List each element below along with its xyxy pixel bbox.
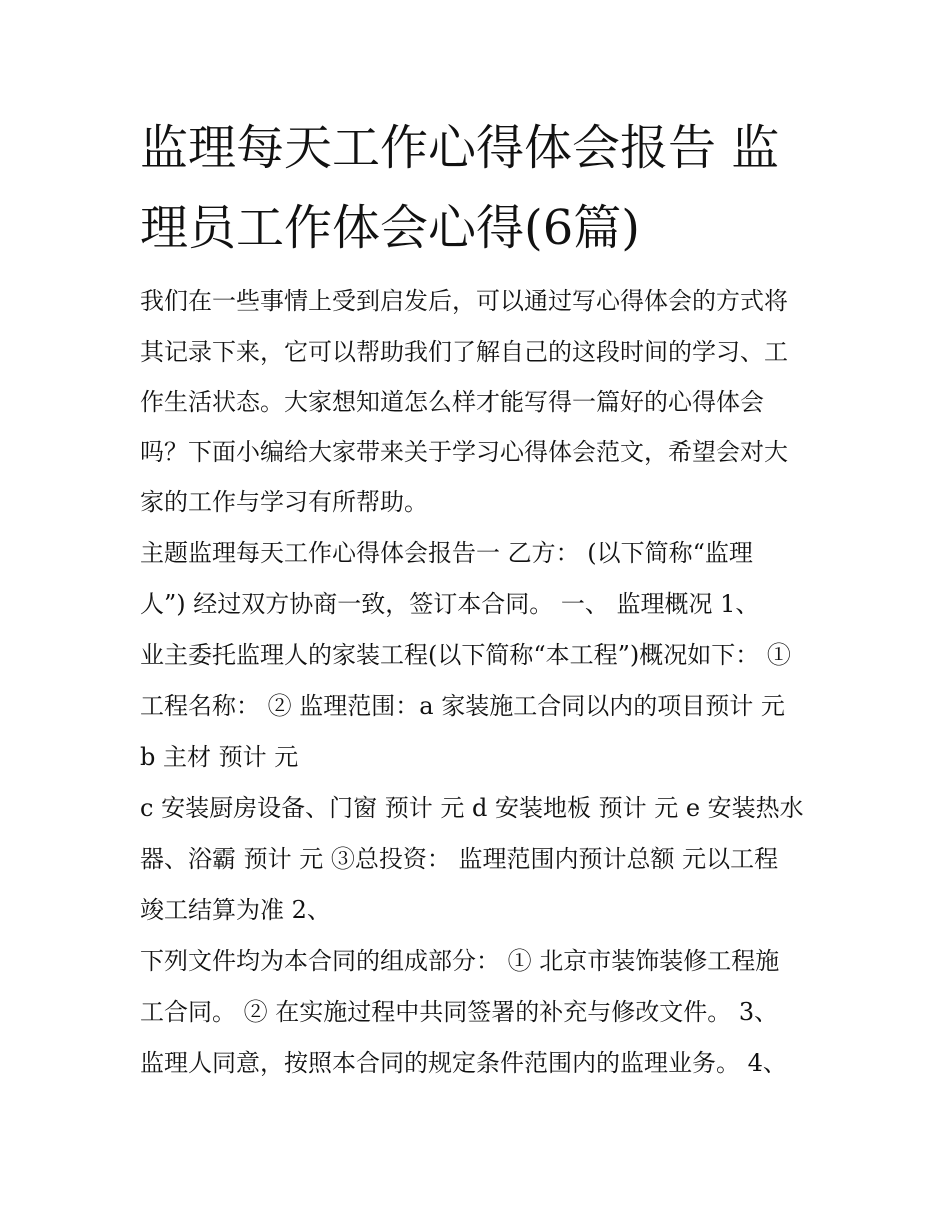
body-line: 下列文件均为本合同的组成部分： ① 北京市装饰装修工程施 xyxy=(140,947,780,975)
body-line: 监理人同意，按照本合同的规定条件范围内的监理业务。 4、 xyxy=(140,1049,787,1077)
body-line: 工合同。 ② 在实施过程中共同签署的补充与修改文件。 3、 xyxy=(140,998,779,1026)
body-line: 作生活状态。大家想知道怎么样才能写得一篇好的心得体会 xyxy=(140,388,764,416)
body-line: 人”) 经过双方协商一致，签订本合同。 一、 监理概况 1、 xyxy=(140,590,760,618)
body-line: 我们在一些事情上受到启发后，可以通过写心得体会的方式将 xyxy=(140,287,788,315)
body-line: 其记录下来，它可以帮助我们了解自己的这段时间的学习、工 xyxy=(140,338,788,366)
body-line: 业主委托监理人的家装工程(以下简称“本工程”)概况如下： ① xyxy=(140,641,791,669)
body-line: 工程名称： ② 监理范围：a 家装施工合同以内的项目预计 元 xyxy=(140,692,785,720)
body-line: 竣工结算为准 2、 xyxy=(140,896,331,924)
body-line: 主题监理每天工作心得体会报告一 乙方： (以下简称“监理 xyxy=(140,539,753,567)
document-title-line-2: 理员工作体会心得(6篇) xyxy=(140,200,640,256)
body-line: c 安装厨房设备、门窗 预计 元 d 安装地板 预计 元 e 安装热水 xyxy=(140,794,804,822)
document-title-line-1: 监理每天工作心得体会报告 监 xyxy=(140,120,780,176)
body-line: 吗？下面小编给大家带来关于学习心得体会范文，希望会对大 xyxy=(140,438,788,466)
body-line: 家的工作与学习有所帮助。 xyxy=(140,488,428,516)
body-line: 器、浴霸 预计 元 ③总投资： 监理范围内预计总额 元以工程 xyxy=(140,845,779,873)
body-line: b 主材 预计 元 xyxy=(140,743,299,771)
